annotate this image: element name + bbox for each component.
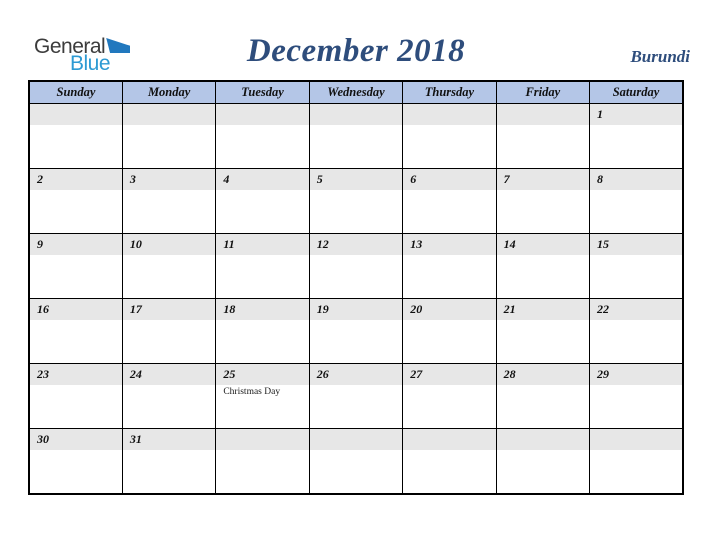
date-band: [216, 104, 308, 125]
date-number: 27: [410, 367, 423, 381]
day-cell-18: [216, 299, 309, 364]
day-cell-1: [590, 104, 683, 169]
date-band: [216, 429, 308, 450]
date-number: 13: [410, 237, 423, 251]
logo-text-blue: Blue: [70, 52, 111, 75]
date-band: [310, 234, 402, 255]
date-number: 31: [129, 432, 142, 446]
date-band: [30, 234, 122, 255]
date-band: [403, 299, 495, 320]
day-cell-22: [590, 299, 683, 364]
day-cell-empty: [496, 104, 589, 169]
date-number: 18: [223, 302, 236, 316]
day-cell-empty: [122, 104, 215, 169]
date-band: [216, 169, 308, 190]
day-cell-16: [29, 299, 122, 364]
day-header-saturday: Saturday: [590, 81, 683, 104]
day-cell-19: [309, 299, 402, 364]
day-cell-25: [216, 364, 309, 429]
day-header-row: [29, 81, 683, 104]
date-band: [123, 364, 215, 385]
day-cell-14: [496, 234, 589, 299]
day-cell-5: [309, 169, 402, 234]
day-cell-24: [122, 364, 215, 429]
date-number: 6: [410, 172, 417, 186]
date-band: [590, 364, 682, 385]
date-band: [403, 364, 495, 385]
date-band: [497, 234, 589, 255]
date-band: [310, 364, 402, 385]
day-cell-29: [590, 364, 683, 429]
day-cell-30: [29, 429, 122, 495]
date-band: [30, 299, 122, 320]
date-number: 20: [410, 302, 423, 316]
date-number: 12: [316, 237, 329, 251]
date-number: 9: [37, 237, 43, 251]
day-cell-8: [590, 169, 683, 234]
day-cell-11: [216, 234, 309, 299]
date-number: 23: [37, 367, 49, 381]
date-number: 24: [129, 367, 142, 381]
day-cell-empty: [29, 104, 122, 169]
date-number: 10: [129, 237, 142, 251]
date-band: [403, 169, 495, 190]
date-band: [30, 104, 122, 125]
date-number: 26: [316, 367, 329, 381]
day-cell-20: [403, 299, 496, 364]
day-cell-empty: [309, 104, 402, 169]
date-number: 25: [223, 367, 236, 381]
date-band: [310, 299, 402, 320]
day-header-sunday: Sunday: [29, 81, 122, 104]
day-cell-7: [496, 169, 589, 234]
date-number: 5: [316, 172, 323, 186]
date-band: [30, 169, 122, 190]
day-cell-6: [403, 169, 496, 234]
date-number: 29: [597, 367, 610, 381]
week-row-3: [29, 234, 683, 299]
date-band: [123, 429, 215, 450]
date-band: [403, 104, 495, 125]
day-cell-23: [29, 364, 122, 429]
holiday-note: Christmas Day: [223, 387, 281, 397]
day-cell-26: [309, 364, 402, 429]
week-row-6: [29, 429, 683, 495]
date-band: [123, 234, 215, 255]
day-header-tuesday: Tuesday: [216, 81, 309, 104]
date-number: 2: [37, 172, 43, 186]
week-row-2: [29, 169, 683, 234]
day-header-wednesday: Wednesday: [309, 81, 402, 104]
week-row-1: [29, 104, 683, 169]
day-cell-10: [122, 234, 215, 299]
date-band: [310, 104, 402, 125]
date-band: [590, 104, 682, 125]
week-row-4: [29, 299, 683, 364]
day-cell-empty: [403, 429, 496, 495]
date-number: 14: [503, 237, 516, 251]
date-number: 8: [597, 172, 604, 186]
logo-text-general: General: [34, 35, 106, 58]
date-band: [30, 429, 122, 450]
day-cell-15: [590, 234, 683, 299]
date-band: [403, 234, 495, 255]
day-cell-2: [29, 169, 122, 234]
date-band: [403, 429, 495, 450]
date-band: [497, 169, 589, 190]
calendar-body: [29, 104, 683, 495]
date-number: 30: [37, 432, 49, 446]
date-band: [497, 299, 589, 320]
date-band: [497, 104, 589, 125]
day-cell-21: [496, 299, 589, 364]
day-cell-4: [216, 169, 309, 234]
day-header-monday: Monday: [122, 81, 215, 104]
day-cell-31: [122, 429, 215, 495]
date-number: 17: [129, 302, 142, 316]
date-number: 1: [597, 107, 604, 121]
date-band: [590, 299, 682, 320]
week-row-5: [29, 364, 683, 429]
date-band: [310, 169, 402, 190]
day-header-thursday: Thursday: [403, 81, 496, 104]
day-cell-17: [122, 299, 215, 364]
day-cell-empty: [309, 429, 402, 495]
date-number: 11: [223, 237, 235, 251]
day-cell-empty: [216, 429, 309, 495]
date-band: [123, 104, 215, 125]
day-cell-empty: [216, 104, 309, 169]
date-number: 28: [503, 367, 516, 381]
day-cell-9: [29, 234, 122, 299]
date-band: [497, 364, 589, 385]
date-band: [216, 299, 308, 320]
date-band: [590, 429, 682, 450]
date-band: [216, 364, 308, 385]
day-cell-27: [403, 364, 496, 429]
page-title: December 2018: [246, 33, 466, 69]
date-number: 4: [223, 172, 230, 186]
date-number: 19: [316, 302, 329, 316]
date-band: [30, 364, 122, 385]
day-cell-empty: [590, 429, 683, 495]
date-number: 7: [503, 172, 510, 186]
date-band: [590, 169, 682, 190]
date-number: 3: [129, 172, 136, 186]
date-band: [590, 234, 682, 255]
day-cell-empty: [496, 429, 589, 495]
date-band: [123, 169, 215, 190]
date-band: [216, 234, 308, 255]
day-cell-12: [309, 234, 402, 299]
day-cell-empty: [403, 104, 496, 169]
date-band: [497, 429, 589, 450]
date-number: 16: [37, 302, 49, 316]
calendar-head: [29, 81, 683, 104]
day-cell-3: [122, 169, 215, 234]
date-number: 15: [597, 237, 610, 251]
day-cell-13: [403, 234, 496, 299]
calendar-table: [28, 80, 684, 495]
date-band: [310, 429, 402, 450]
day-header-friday: Friday: [496, 81, 589, 104]
country-label: Burundi: [630, 47, 690, 66]
date-number: 22: [597, 302, 610, 316]
date-number: 21: [503, 302, 516, 316]
day-cell-28: [496, 364, 589, 429]
date-band: [123, 299, 215, 320]
